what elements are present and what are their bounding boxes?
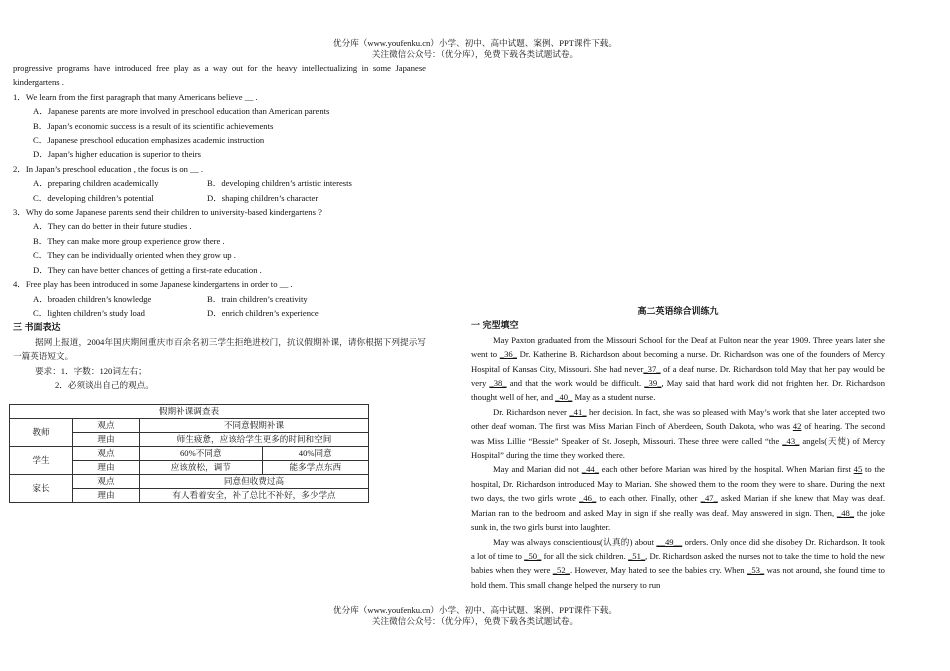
question-3-option-b: B．They can make more group experience grow there . <box>33 235 225 246</box>
header-line-2: 关注微信公众号：（优分库），免费下载各类试题试卷。 <box>371 49 579 59</box>
cloze-text: and that the work would be difficult. <box>506 378 645 389</box>
cloze-text: to each other. Finally, other <box>596 493 701 504</box>
cloze-text: to the hospital, Dr. Richardson introduced May to Marian. She showed them to the room they were to share. During the next two days, the two girls wrote <box>471 464 885 504</box>
question-3-option-a: A．They can do better in their future studies . <box>33 221 192 232</box>
cloze-blank: _52_ <box>552 565 570 576</box>
cloze-text: May and Marian did not <box>493 464 582 475</box>
question-2-options-row-2 <box>13 191 426 205</box>
label-reason: 理由 <box>73 489 140 503</box>
cloze-blank: _43_ <box>782 435 800 446</box>
question-2-option-b: B．developing children’s artistic interests <box>207 178 352 189</box>
label-viewpoint: 观点 <box>73 447 140 461</box>
cloze-paragraph-1 <box>471 333 885 405</box>
section-3-title: 三 书面表达 <box>13 322 61 333</box>
cloze-text: for all the sick children. <box>541 550 628 561</box>
label-viewpoint: 观点 <box>73 475 140 489</box>
passage-ending: progressive programs have introduced free play as a way out for the heavy intellectualizing in some Japanese kindergartens . <box>13 63 426 88</box>
question-4-option-c: C．lighten children’s study load <box>33 307 145 318</box>
group-students: 学生 <box>10 447 73 475</box>
cloze-text: May as a student nurse. <box>572 392 656 403</box>
parents-viewpoint: 同意但收费过高 <box>140 475 369 489</box>
question-4-option-b: B．train children’s creativity <box>207 293 308 304</box>
section-1-title: 一 完型填空 <box>471 320 519 331</box>
cloze-blank: _51_ <box>627 550 646 561</box>
cloze-blank: _44_ <box>581 464 599 475</box>
cloze-blank: _38_ <box>489 378 507 389</box>
cloze-blank: _37_ <box>643 363 661 374</box>
cloze-blank: _53_ <box>747 565 765 576</box>
cloze-blank: _46_ <box>579 493 597 504</box>
cloze-text: was not around, she found time to hold them. This small change helped the nursery to run <box>471 565 885 590</box>
cloze-text: May was always conscientious(认真的) about <box>493 536 657 547</box>
cloze-text: Dr. Richardson never <box>493 406 570 417</box>
question-2-option-d: D．shaping children’s character <box>207 192 319 203</box>
question-3-stem: 3．Why do some Japanese parents send their children to university-based kindergartens ? <box>13 207 322 218</box>
question-4-options-row-1 <box>13 292 426 306</box>
question-4-option-d: D．enrich children’s experience <box>207 307 319 318</box>
label-viewpoint: 观点 <box>73 419 140 433</box>
question-2-stem: 2．In Japan’s preschool education , the focus is on __ . <box>13 163 203 174</box>
cloze-text: , Dr. Richardson asked the nurses not to take the time to hold the new babies when they were <box>471 550 885 576</box>
group-parents: 家长 <box>10 475 73 503</box>
question-2-options-row-1 <box>13 176 426 190</box>
writing-prompt: 据网上报道，2004年国庆期间重庆市百余名初三学生拒绝进校门，抗议假期补课，请你根据下列提示写一篇英语短文。 <box>13 336 426 362</box>
cloze-text: orders. Only once did she disobey Dr. Richardson. It took a lot of time to <box>471 536 885 561</box>
question-4-options-row-2 <box>13 306 426 320</box>
label-reason: 理由 <box>73 461 140 475</box>
cloze-text: of a deaf nurse. Dr. Richardson told May that her pay would be very <box>471 363 885 389</box>
question-1-option-c: C．Japanese preschool education emphasizes academic instruction <box>33 135 265 146</box>
exercise-title: 高二英语综合训练九 <box>637 306 719 316</box>
page-header <box>0 38 950 60</box>
cloze-blank: __49__ <box>656 536 683 547</box>
cloze-text: . However, May hated to see the babies cry. When <box>569 565 748 576</box>
cloze-text: the joke sunk in, the two girls burst into laughter. <box>471 507 885 533</box>
teachers-viewpoint: 不同意假期补课 <box>140 419 369 433</box>
requirement-1: 要求：1．字数：120词左右； <box>35 365 147 376</box>
label-reason: 理由 <box>73 433 140 447</box>
cloze-text: each other before Marian was hired by the hospital. When Marian first <box>598 464 854 475</box>
footer-line-1: 优分库（www.youfenku.cn）小学、初中、高中试题、案例、PPT课件下载。 <box>333 605 617 615</box>
cloze-blank: _48_ <box>836 507 855 518</box>
page-footer <box>0 605 950 627</box>
survey-table <box>9 404 369 503</box>
students-viewpoint-for: 40%同意 <box>262 447 368 461</box>
students-reason-for: 能多学点东西 <box>262 461 368 475</box>
cloze-blank: _39_ <box>644 378 662 389</box>
cloze-paragraph-2 <box>471 405 885 463</box>
group-teachers: 教师 <box>10 419 73 447</box>
right-column <box>471 304 885 592</box>
header-line-1: 优分库（www.youfenku.cn）小学、初中、高中试题、案例、PPT课件下载。 <box>333 38 617 48</box>
question-2-option-c: C．developing children’s potential <box>33 192 154 203</box>
question-1-option-d: D．Japan’s higher education is superior to theirs <box>33 149 202 160</box>
cloze-text: May Paxton graduated from the Missouri School for the Deaf at Fulton near the year 1909. Three years later she went to <box>471 334 885 360</box>
cloze-text: Dr. Katherine B. Richardson about becoming a nurse. Dr. Richardson was one of the founders of Mercy Hospital of Kansas City, Missouri. She had never <box>471 349 886 374</box>
teachers-reason: 师生疲惫，应该给学生更多的时间和空间 <box>140 433 369 447</box>
students-reason-against: 应该放松，调节 <box>140 461 263 475</box>
cloze-text: of hearing. The second was Miss Lillie “Bessie” Speaker of St. Joseph, Missouri. These three were called “the <box>471 421 885 446</box>
cloze-blank: _40_ <box>555 392 573 403</box>
question-1-stem: 1．We learn from the first paragraph that many Americans believe __ . <box>13 91 258 102</box>
cloze-blank: _47_ <box>700 493 718 504</box>
question-1-option-a: A．Japanese parents are more involved in preschool education than American parents <box>33 106 330 117</box>
footer-line-2: 关注微信公众号：（优分库），免费下载各类试题试卷。 <box>371 616 579 626</box>
requirement-2: 2．必须谈出自己的观点。 <box>55 379 154 390</box>
question-4-stem: 4．Free play has been introduced in some Japanese kindergartens in order to __ . <box>13 279 293 290</box>
cloze-blank: _36_ <box>499 349 517 360</box>
question-1-option-b: B．Japan’s economic success is a result of its scientific achievements <box>33 120 274 131</box>
cloze-blank: _50_ <box>524 550 542 561</box>
question-3-option-d: D．They can have better chances of getting a first-rate education . <box>33 264 262 275</box>
cloze-text: angels(天使) of Mercy Hospital” during the time they worked there. <box>471 435 885 461</box>
question-4-option-a: A．broaden children’s knowledge <box>33 293 152 304</box>
cloze-paragraph-3 <box>471 462 885 534</box>
question-2-option-a: A．preparing children academically <box>33 178 159 189</box>
cloze-blank: 42 <box>792 421 802 432</box>
parents-reason: 有人看着安全，补了总比不补好，多少学点 <box>140 489 369 503</box>
cloze-paragraph-4 <box>471 535 885 593</box>
question-3-option-c: C．They can be individually oriented when they grow up . <box>33 250 236 261</box>
cloze-blank: _41_ <box>569 406 587 417</box>
cloze-text: asked Marian if she knew that May was deaf. Marian ran to the bedroom and asked May in sign if she really was deaf. May answered in sign. Then, <box>471 493 886 518</box>
students-viewpoint-against: 60%不同意 <box>140 447 263 461</box>
survey-table-title: 假期补课调查表 <box>10 405 369 419</box>
cloze-blank: 45 <box>853 464 863 475</box>
cloze-text: , May said that hard work did not frighten her. Dr. Richardson thought well of her, and <box>471 378 885 403</box>
left-column <box>13 61 426 392</box>
cloze-text: her decision. In fact, she was so pleased with May’s work that she later accepted two other deaf woman. The first was Miss Marian Finch of Aberdeen, South Dakota, who was <box>471 406 885 432</box>
